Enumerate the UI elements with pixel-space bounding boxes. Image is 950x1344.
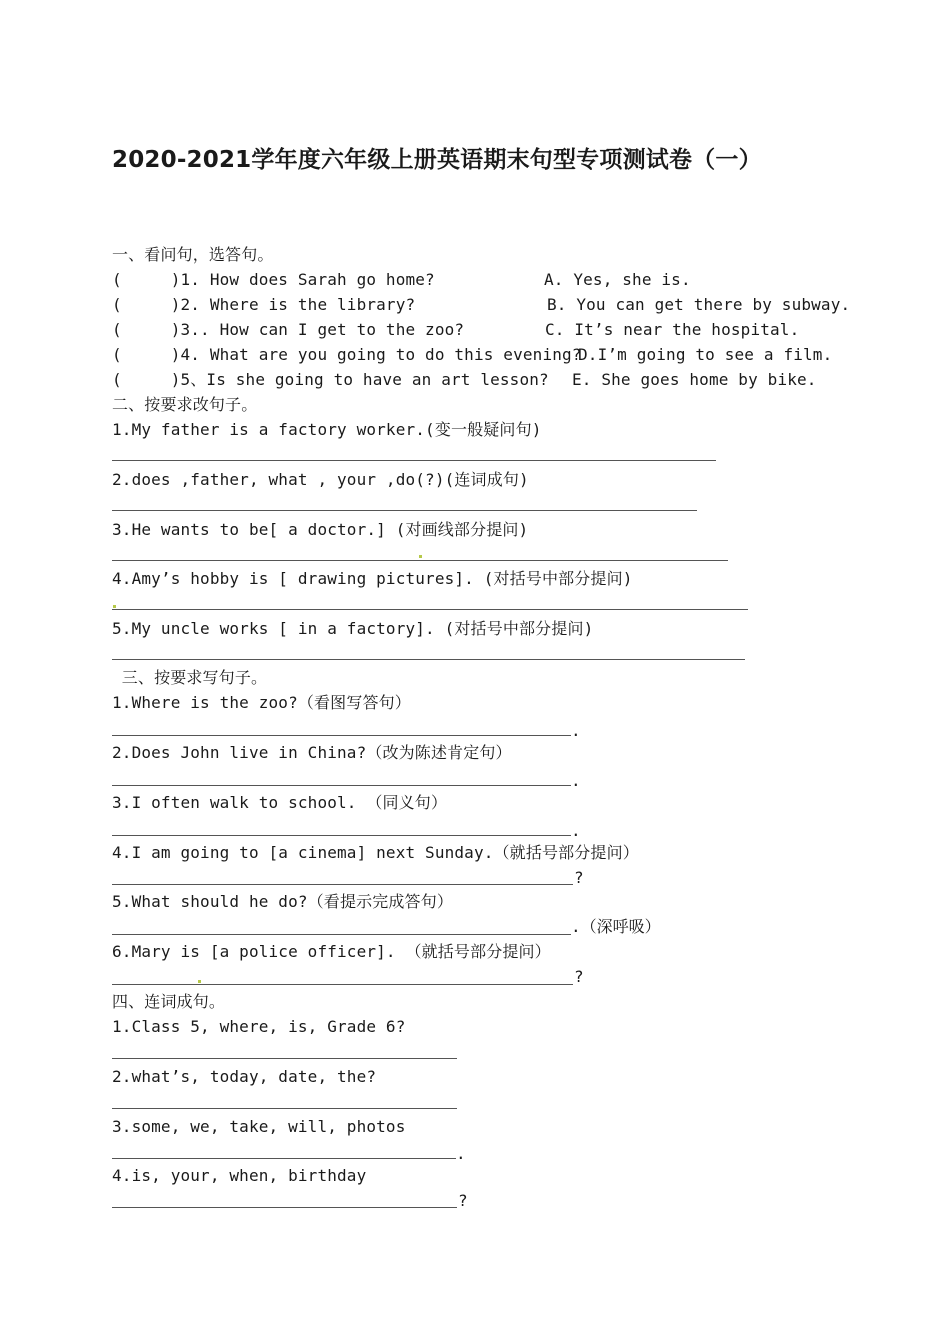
write-item-5: 5.What should he do?（看提示完成答句）	[112, 892, 454, 911]
write-item-3: 3.I often walk to school. （同义句）	[112, 793, 448, 812]
answer-line	[112, 560, 728, 561]
section2-heading: 二、按要求改句子。	[112, 395, 258, 414]
answer-line	[112, 934, 571, 935]
line-ending: .	[456, 1144, 466, 1163]
rewrite-item-4: 4.Amy’s hobby is [ drawing pictures]. (对括号中部分提问)	[112, 569, 633, 588]
answer-c: C. It’s near the hospital.	[545, 320, 800, 339]
line-ending: .	[571, 721, 581, 740]
answer-line	[112, 835, 571, 836]
line-ending: ?	[574, 868, 584, 887]
answer-line	[112, 785, 571, 786]
line-ending: .	[571, 821, 581, 840]
write-item-4: 4.I am going to [a cinema] next Sunday.（就括号部分提问）	[112, 843, 639, 862]
answer-line	[112, 735, 571, 736]
mark-dot	[198, 980, 201, 983]
write-item-2: 2.Does John live in China?（改为陈述肯定句）	[112, 743, 512, 762]
question-4: ( )4. What are you going to do this evening?	[112, 345, 582, 364]
answer-d: D.I’m going to see a film.	[578, 345, 833, 364]
write-item-1: 1.Where is the zoo?（看图写答句）	[112, 693, 411, 712]
answer-line	[112, 1158, 456, 1159]
answer-a: A. Yes, she is.	[544, 270, 691, 289]
rewrite-item-2: 2.does ,father, what , your ,do(?)(连词成句)	[112, 470, 529, 489]
order-item-1: 1.Class 5, where, is, Grade 6?	[112, 1017, 406, 1036]
answer-line	[112, 884, 573, 885]
answer-line	[112, 510, 697, 511]
question-2: ( )2. Where is the library?	[112, 295, 416, 314]
question-3: ( )3.. How can I get to the zoo?	[112, 320, 465, 339]
answer-e: E. She goes home by bike.	[572, 370, 817, 389]
question-5: ( )5、Is she going to have an art lesson?	[112, 370, 549, 389]
section3-heading: 三、按要求写句子。	[112, 668, 268, 687]
line-ending: .（深呼吸）	[571, 917, 661, 936]
answer-line	[112, 1058, 457, 1059]
page-title: 2020-2021学年度六年级上册英语期末句型专项测试卷（一）	[112, 147, 762, 173]
rewrite-item-3: 3.He wants to be[ a doctor.] (对画线部分提问)	[112, 520, 529, 539]
line-ending: ?	[458, 1191, 468, 1210]
order-item-2: 2.what’s, today, date, the?	[112, 1067, 377, 1086]
question-1: ( )1. How does Sarah go home?	[112, 270, 435, 289]
answer-line	[112, 1207, 457, 1208]
order-item-4: 4.is, your, when, birthday	[112, 1166, 367, 1185]
answer-line	[112, 659, 745, 660]
mark-dot	[419, 555, 422, 558]
answer-b: B. You can get there by subway.	[547, 295, 851, 314]
answer-line	[112, 984, 573, 985]
rewrite-item-1: 1.My father is a factory worker.(变一般疑问句)	[112, 420, 542, 439]
answer-line	[112, 1108, 457, 1109]
section1-heading: 一、看问句，选答句。	[112, 245, 274, 264]
line-ending: .	[571, 771, 581, 790]
answer-line	[112, 609, 748, 610]
order-item-3: 3.some, we, take, will, photos	[112, 1117, 406, 1136]
answer-line	[112, 460, 716, 461]
section4-heading: 四、连词成句。	[112, 992, 226, 1011]
mark-dot	[113, 605, 116, 608]
line-ending: ?	[574, 967, 584, 986]
rewrite-item-5: 5.My uncle works [ in a factory]. (对括号中部分提问)	[112, 619, 594, 638]
write-item-6: 6.Mary is [a police officer]. （就括号部分提问）	[112, 942, 551, 961]
